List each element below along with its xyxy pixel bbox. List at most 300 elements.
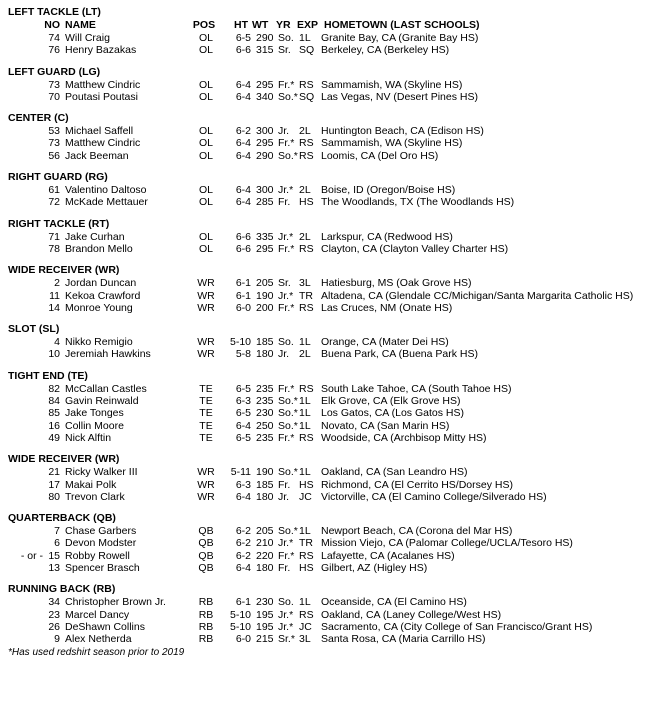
position-section — [8, 583, 660, 645]
player-row — [8, 125, 660, 137]
player-year: So.* — [278, 395, 298, 408]
player-experience: 1L — [299, 466, 311, 479]
player-position: TE — [199, 382, 213, 395]
player-weight: 230 — [256, 407, 274, 420]
player-weight: 230 — [256, 596, 274, 609]
player-hometown: Lafayette, CA (Acalanes HS) — [321, 549, 455, 562]
player-year: So.* — [278, 419, 298, 432]
player-position: WR — [197, 289, 215, 302]
player-hometown: Richmond, CA (El Cerrito HS/Dorsey HS) — [321, 478, 513, 491]
player-row — [8, 621, 660, 633]
player-year: Fr. — [278, 478, 291, 491]
player-hometown: Orange, CA (Mater Dei HS) — [321, 336, 449, 349]
player-weight: 285 — [256, 196, 274, 209]
player-hometown: Mission Viejo, CA (Palomar College/UCLA/Tesoro HS) — [321, 537, 573, 550]
player-experience: 2L — [299, 230, 311, 243]
player-row — [8, 184, 660, 196]
player-weight: 235 — [256, 395, 274, 408]
player-experience: 1L — [299, 407, 311, 420]
player-name: Kekoa Crawford — [65, 289, 141, 302]
or-marker: - or - — [20, 549, 43, 562]
player-height: 5-10 — [229, 620, 251, 633]
player-position: WR — [197, 336, 215, 349]
player-number: 14 — [48, 301, 60, 314]
section-heading: QUARTERBACK (QB) — [8, 512, 116, 525]
player-hometown: Victorville, CA (El Camino College/Silverado HS) — [321, 490, 547, 503]
player-experience: HS — [299, 562, 314, 575]
column-header-wt: WT — [252, 19, 269, 31]
player-row — [8, 609, 660, 621]
player-row — [8, 383, 660, 395]
player-position: WR — [197, 277, 215, 290]
player-number: 21 — [48, 466, 60, 479]
player-year: Sr.* — [278, 633, 295, 646]
player-experience: RS — [299, 549, 314, 562]
section-heading: CENTER (C) — [8, 112, 69, 125]
player-name: Marcel Dancy — [65, 608, 130, 621]
player-height: 5-10 — [229, 608, 251, 621]
player-row — [8, 32, 660, 44]
player-row — [8, 491, 660, 503]
player-number: 71 — [48, 230, 60, 243]
player-weight: 295 — [256, 137, 274, 150]
player-weight: 185 — [256, 478, 274, 491]
position-section — [8, 112, 660, 162]
player-year: Jr.* — [278, 537, 294, 550]
player-name: Jake Curhan — [65, 230, 125, 243]
player-experience: JC — [299, 490, 312, 503]
player-position: TE — [199, 419, 213, 432]
player-row — [8, 479, 660, 491]
player-number: 9 — [54, 633, 60, 646]
player-height: 6-6 — [235, 230, 251, 243]
player-position: RB — [198, 620, 214, 633]
player-position: WR — [197, 301, 215, 314]
player-height: 6-5 — [235, 407, 251, 420]
player-experience: SQ — [299, 44, 315, 57]
player-year: Fr.* — [278, 301, 295, 314]
player-height: 5-8 — [235, 348, 251, 361]
player-year: So.* — [278, 90, 298, 103]
player-name: Poutasi Poutasi — [65, 90, 138, 103]
player-hometown: Sacramento, CA (City College of San Francisco/Grant HS) — [321, 620, 593, 633]
player-weight: 205 — [256, 277, 274, 290]
player-height: 6-2 — [235, 525, 251, 538]
player-name: Spencer Brasch — [65, 562, 140, 575]
player-position: TE — [199, 431, 213, 444]
player-weight: 180 — [256, 490, 274, 503]
player-number: 34 — [48, 596, 60, 609]
player-name: Devon Modster — [65, 537, 137, 550]
player-year: Fr. — [278, 562, 291, 575]
player-weight: 190 — [256, 466, 274, 479]
player-height: 6-4 — [235, 137, 251, 150]
player-number: 76 — [48, 44, 60, 57]
player-weight: 235 — [256, 382, 274, 395]
player-row — [8, 466, 660, 478]
player-height: 6-4 — [235, 419, 251, 432]
player-experience: 3L — [299, 277, 311, 290]
player-height: 6-3 — [235, 395, 251, 408]
player-position: QB — [198, 562, 214, 575]
player-height: 6-4 — [235, 196, 251, 209]
player-year: So.* — [278, 407, 298, 420]
player-height: 6-1 — [235, 289, 251, 302]
player-name: Jack Beeman — [65, 149, 129, 162]
player-experience: RS — [299, 301, 314, 314]
player-row — [8, 290, 660, 302]
player-name: Jake Tonges — [65, 407, 124, 420]
player-hometown: Sammamish, WA (Skyline HS) — [321, 78, 463, 91]
player-name: Robby Rowell — [65, 549, 130, 562]
player-number: 10 — [48, 348, 60, 361]
section-heading: RIGHT GUARD (RG) — [8, 171, 108, 184]
column-header-exp: EXP — [297, 19, 319, 31]
player-number: 78 — [48, 242, 60, 255]
player-weight: 215 — [256, 633, 274, 646]
player-height: 6-3 — [235, 478, 251, 491]
player-position: OL — [198, 149, 213, 162]
player-weight: 180 — [256, 562, 274, 575]
player-experience: HS — [299, 196, 314, 209]
player-position: WR — [197, 348, 215, 361]
player-name: Will Craig — [65, 32, 110, 44]
player-name: Nick Alftin — [65, 431, 112, 444]
player-name: Makai Polk — [65, 478, 117, 491]
player-weight: 190 — [256, 289, 274, 302]
section-heading: WIDE RECEIVER (WR) — [8, 264, 120, 277]
player-year: So.* — [278, 149, 298, 162]
player-number: 6 — [54, 537, 60, 550]
player-name: DeShawn Collins — [65, 620, 145, 633]
player-row — [8, 420, 660, 432]
player-experience: JC — [299, 620, 312, 633]
player-weight: 180 — [256, 348, 274, 361]
player-number: 4 — [54, 336, 60, 349]
player-position: TE — [199, 395, 213, 408]
player-row — [8, 407, 660, 419]
player-hometown: Gilbert, AZ (Higley HS) — [321, 562, 428, 575]
player-hometown: Buena Park, CA (Buena Park HS) — [321, 348, 478, 361]
player-weight: 200 — [256, 301, 274, 314]
player-hometown: Novato, CA (San Marin HS) — [321, 419, 450, 432]
player-name: Jordan Duncan — [65, 277, 137, 290]
player-experience: 2L — [299, 125, 311, 138]
player-height: 6-4 — [235, 149, 251, 162]
player-year: Jr.* — [278, 289, 294, 302]
player-position: OL — [198, 90, 213, 103]
player-number: 13 — [48, 562, 60, 575]
player-experience: RS — [299, 137, 314, 150]
player-experience: TR — [299, 537, 313, 550]
player-row — [8, 348, 660, 360]
player-year: Jr.* — [278, 620, 294, 633]
player-year: Jr.* — [278, 608, 294, 621]
player-height: 6-4 — [235, 90, 251, 103]
player-height: 5-11 — [230, 466, 251, 479]
player-height: 6-0 — [235, 633, 251, 646]
player-name: Gavin Reinwald — [65, 395, 139, 408]
player-experience: SQ — [299, 90, 315, 103]
player-hometown: Elk Grove, CA (Elk Grove HS) — [321, 395, 461, 408]
player-hometown: Altadena, CA (Glendale CC/Michigan/Santa Margarita Catholic HS) — [321, 289, 634, 302]
player-hometown: Loomis, CA (Del Oro HS) — [321, 149, 439, 162]
position-section — [8, 512, 660, 574]
player-weight: 250 — [256, 419, 274, 432]
player-number: 70 — [48, 90, 60, 103]
player-weight: 300 — [256, 125, 274, 138]
section-heading: WIDE RECEIVER (WR) — [8, 453, 120, 466]
player-number: 7 — [54, 525, 60, 538]
player-position: OL — [198, 44, 213, 57]
player-height: 6-2 — [235, 537, 251, 550]
player-hometown: Larkspur, CA (Redwood HS) — [321, 230, 453, 243]
player-weight: 315 — [256, 44, 274, 57]
player-position: RB — [198, 633, 214, 646]
player-position: WR — [197, 466, 215, 479]
player-year: Sr. — [278, 277, 291, 290]
player-number: 80 — [48, 490, 60, 503]
player-name: Michael Saffell — [65, 125, 134, 138]
player-name: Henry Bazakas — [65, 44, 137, 57]
player-year: Fr.* — [278, 137, 295, 150]
player-hometown: Los Gatos, CA (Los Gatos HS) — [321, 407, 464, 420]
player-number: 2 — [54, 277, 60, 290]
player-experience: 1L — [299, 32, 311, 44]
player-hometown: Sammamish, WA (Skyline HS) — [321, 137, 463, 150]
player-hometown: Las Cruces, NM (Onate HS) — [321, 301, 453, 314]
player-year: So. — [278, 596, 294, 609]
player-weight: 235 — [256, 431, 274, 444]
player-height: 6-1 — [235, 277, 251, 290]
player-experience: 1L — [299, 419, 311, 432]
player-experience: 1L — [299, 395, 311, 408]
position-section — [8, 264, 660, 314]
player-experience: HS — [299, 478, 314, 491]
player-position: QB — [198, 549, 214, 562]
player-name: Monroe Young — [65, 301, 133, 314]
column-header-ht: HT — [234, 19, 248, 31]
player-position: WR — [197, 490, 215, 503]
position-section — [8, 218, 660, 256]
player-weight: 340 — [256, 90, 274, 103]
player-hometown: Hatiesburg, MS (Oak Grove HS) — [321, 277, 472, 290]
player-name: Matthew Cindric — [65, 137, 141, 150]
player-name: Christopher Brown Jr. — [65, 596, 166, 609]
player-position: OL — [198, 78, 213, 91]
player-experience: 2L — [299, 184, 311, 197]
player-hometown: South Lake Tahoe, CA (South Tahoe HS) — [321, 382, 512, 395]
player-experience: RS — [299, 242, 314, 255]
player-position: OL — [198, 230, 213, 243]
player-hometown: Las Vegas, NV (Desert Pines HS) — [321, 90, 478, 103]
player-experience: 1L — [299, 596, 311, 609]
player-row — [8, 277, 660, 289]
player-position: OL — [198, 125, 213, 138]
player-year: Jr. — [278, 490, 290, 503]
player-row — [8, 44, 660, 56]
position-section — [8, 6, 660, 57]
player-weight: 220 — [256, 549, 274, 562]
player-weight: 205 — [256, 525, 274, 538]
player-weight: 300 — [256, 184, 274, 197]
player-year: Fr.* — [278, 78, 295, 91]
section-heading: LEFT GUARD (LG) — [8, 65, 101, 78]
player-height: 6-4 — [235, 562, 251, 575]
player-experience: TR — [299, 289, 313, 302]
player-row — [8, 562, 660, 574]
player-position: OL — [198, 196, 213, 209]
player-position: OL — [198, 137, 213, 150]
player-year: Fr.* — [278, 431, 295, 444]
player-name: Valentino Daltoso — [65, 184, 147, 197]
player-number: 84 — [48, 395, 60, 408]
player-number: 15 — [48, 549, 60, 562]
player-number: 23 — [48, 608, 60, 621]
player-row — [8, 302, 660, 314]
player-hometown: Boise, ID (Oregon/Boise HS) — [321, 184, 456, 197]
player-height: 6-4 — [235, 184, 251, 197]
player-experience: 1L — [299, 525, 311, 538]
column-header-yr: YR — [276, 19, 291, 31]
player-weight: 210 — [256, 537, 274, 550]
player-row — [8, 537, 660, 549]
player-year: Jr. — [278, 348, 290, 361]
player-row — [8, 150, 660, 162]
player-year: Jr.* — [278, 184, 294, 197]
player-row — [8, 432, 660, 444]
player-hometown: Oakland, CA (San Leandro HS) — [321, 466, 468, 479]
player-row — [8, 633, 660, 645]
player-experience: 2L — [299, 348, 311, 361]
player-name: Brandon Mello — [65, 242, 133, 255]
player-year: Fr.* — [278, 242, 295, 255]
player-hometown: Granite Bay, CA (Granite Bay HS) — [321, 32, 479, 44]
player-row — [8, 196, 660, 208]
player-height: 6-4 — [235, 490, 251, 503]
player-height: 6-6 — [235, 242, 251, 255]
player-year: Fr. — [278, 196, 291, 209]
section-heading: LEFT TACKLE (LT) — [8, 6, 101, 18]
position-section — [8, 66, 660, 104]
player-number: 16 — [48, 419, 60, 432]
player-year: So. — [278, 336, 294, 349]
player-year: Sr. — [278, 44, 291, 57]
player-hometown: Santa Rosa, CA (Maria Carrillo HS) — [321, 633, 486, 646]
player-name: Trevon Clark — [65, 490, 125, 503]
player-experience: RS — [299, 382, 314, 395]
player-number: 74 — [48, 32, 60, 44]
player-experience: 3L — [299, 633, 311, 646]
player-row — [8, 596, 660, 608]
player-experience: RS — [299, 78, 314, 91]
player-number: 61 — [48, 184, 60, 197]
player-height: 6-1 — [235, 596, 251, 609]
player-hometown: Huntington Beach, CA (Edison HS) — [321, 125, 484, 138]
player-name: Chase Garbers — [65, 525, 137, 538]
player-experience: RS — [299, 608, 314, 621]
player-experience: RS — [299, 149, 314, 162]
column-header-hometown: HOMETOWN (LAST SCHOOLS) — [324, 19, 480, 31]
player-name: Jeremiah Hawkins — [65, 348, 151, 361]
player-row — [8, 243, 660, 255]
player-number: 11 — [49, 289, 60, 302]
player-height: 6-0 — [235, 301, 251, 314]
player-name: Matthew Cindric — [65, 78, 141, 91]
column-header-name: NAME — [65, 19, 96, 31]
player-hometown: Woodside, CA (Archbisop Mitty HS) — [321, 431, 487, 444]
player-weight: 335 — [256, 230, 274, 243]
player-weight: 290 — [256, 32, 274, 44]
player-position: QB — [198, 525, 214, 538]
player-row — [8, 91, 660, 103]
player-name: Collin Moore — [65, 419, 124, 432]
position-section — [8, 171, 660, 209]
player-year: So. — [278, 32, 294, 44]
player-position: TE — [199, 407, 213, 420]
player-height: 6-6 — [235, 44, 251, 57]
player-height: 6-5 — [235, 32, 251, 44]
player-name: Nikko Remigio — [65, 336, 133, 349]
player-position: RB — [198, 608, 214, 621]
player-position: WR — [197, 478, 215, 491]
section-heading: RUNNING BACK (RB) — [8, 583, 116, 596]
player-number: 17 — [48, 478, 60, 491]
player-weight: 185 — [256, 336, 274, 349]
player-experience: RS — [299, 431, 314, 444]
player-position: RB — [198, 596, 214, 609]
player-name: McCallan Castles — [65, 382, 147, 395]
player-number: 53 — [48, 125, 60, 138]
player-height: 6-5 — [235, 382, 251, 395]
player-number: 82 — [48, 382, 60, 395]
player-hometown: Clayton, CA (Clayton Valley Charter HS) — [321, 242, 509, 255]
column-header-row — [8, 19, 660, 32]
player-hometown: Newport Beach, CA (Corona del Mar HS) — [321, 525, 513, 538]
player-row — [8, 336, 660, 348]
player-row — [8, 525, 660, 537]
player-height: 6-4 — [235, 78, 251, 91]
section-heading: SLOT (SL) — [8, 323, 60, 336]
player-height: 5-10 — [229, 336, 251, 349]
player-row — [8, 395, 660, 407]
player-number: 85 — [48, 407, 60, 420]
player-number: 26 — [48, 620, 60, 633]
player-year: Jr. — [278, 125, 290, 138]
player-position: QB — [198, 537, 214, 550]
player-year: Jr.* — [278, 230, 294, 243]
player-position: OL — [198, 32, 213, 44]
player-row — [8, 137, 660, 149]
player-hometown: Oakland, CA (Laney College/West HS) — [321, 608, 502, 621]
position-section — [8, 323, 660, 361]
player-weight: 295 — [256, 78, 274, 91]
player-weight: 290 — [256, 149, 274, 162]
player-height: 6-2 — [235, 549, 251, 562]
player-year: Fr.* — [278, 549, 295, 562]
column-header-no: NO — [44, 19, 60, 31]
section-heading: TIGHT END (TE) — [8, 369, 88, 382]
player-name: Alex Netherda — [65, 633, 132, 646]
player-row — [8, 79, 660, 91]
player-height: 6-2 — [235, 125, 251, 138]
player-number: 73 — [48, 137, 60, 150]
player-position: OL — [198, 184, 213, 197]
player-number: 73 — [48, 78, 60, 91]
player-weight: 295 — [256, 242, 274, 255]
player-number: 56 — [48, 149, 60, 162]
redshirt-footnote: *Has used redshirt season prior to 2019 — [8, 646, 185, 658]
